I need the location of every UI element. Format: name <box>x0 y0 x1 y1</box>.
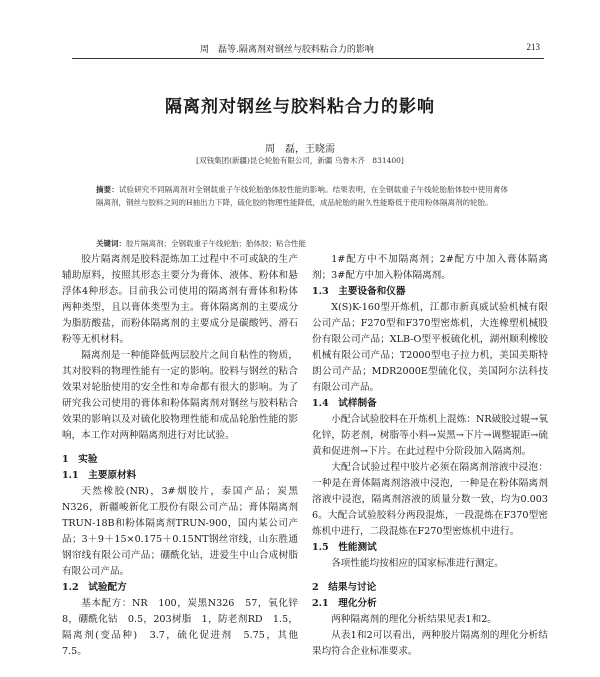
tests-paragraph: 各项性能均按相应的国家标准进行测定。 <box>331 558 504 569</box>
abstract <box>96 183 508 209</box>
abstract-text: 试验研究不同隔离剂对全钢载重子午线轮胎胎体胶性能的影响。结果表明，在全钢载重子午线轮胎胎体胶中使用膏体隔离剂，钢丝与胶料之间的H抽出力下降，硫化胶的物理性能降低，成品轮胎的耐久性能略低于使用粉体隔离剂的轮胎。 <box>96 185 509 207</box>
preparation-paragraph-2: 大配合试验过程中胶片必须在隔离剂溶液中浸泡：一种是在膏体隔离剂溶液中浸泡，一种是在粉体隔离剂溶液中浸泡，隔离剂溶液的质量分数一致，均为0.003 6。大配合试验胶料分两段混炼，一段混炼在F370型密炼机中进行，二段混炼在F270型密炼机中进行。 <box>312 462 548 537</box>
formula-continued: 1#配方中不加隔离剂；2#配方中加入膏体隔离剂；3#配方中加入粉体隔离剂。 <box>312 254 548 281</box>
authors: 周 磊，王晓需 <box>265 144 335 155</box>
intro-paragraph-1: 胶片隔离剂是胶料混炼加工过程中不可或缺的生产辅助原料，按照其形态主要分为膏体、液体、粉体和悬浮体4种形态。目前我公司使用的隔离剂有膏体和粉体两种类型，且以膏体类型为主。膏体隔离剂的主要成分为脂肪酸盐，而粉体隔离剂的主要成分是碳酸钙、滑石粉等无机材料。 <box>62 254 298 345</box>
right-column <box>312 252 548 660</box>
left-column <box>62 252 308 660</box>
keywords-text: 胶片隔离剂；全钢载重子午线轮胎；胎体胶；粘合性能 <box>126 239 306 248</box>
materials-paragraph: 天然橡胶(NR)，3#烟胶片，泰国产品；炭黑N326，新疆峻新化工股份有限公司产品；膏体隔离剂TRUN-18B和粉体隔离剂TRUN-900，国内某公司产品；3＋9＋15×0.175＋0.15NT钢丝帘线，山东胜通钢帘线有限公司产品；硼酰化钴，进爱生中山合成树脂有限公司产品。 <box>62 486 298 577</box>
keywords <box>96 238 508 249</box>
section-heading-1-3: 1.3 主要设备和仪器 <box>312 286 406 297</box>
formula-paragraph: 基本配方：NR 100，炭黑N326 57，氧化锌8，硼酰化钴 0.5，203树脂 1，防老剂RD 1.5，隔离剂(变品种) 3.7，硫化促进剂 5.75，其他 7.5。 <box>62 598 308 657</box>
section-heading-1-2: 1.2 试验配方 <box>62 582 127 593</box>
section-heading-2: 2 结果与讨论 <box>312 582 377 593</box>
page-number: 213 <box>526 42 540 52</box>
equipment-paragraph: X(S)K-160型开炼机，江都市新真威试验机械有限公司产品；F270型和F370型密炼机，大连橡塑机械股份有限公司产品；XLB-O型平板硫化机，湖州顺利橡胶机械有限公司产品；T2000型电子拉力机，美国美斯特朗公司产品；MDR2000E型硫化仪，美国阿尔法科技有限公司产品。 <box>312 302 548 393</box>
running-header <box>72 40 544 59</box>
preparation-paragraph-1: 小配合试验胶料在开炼机上混炼：NR破胶过辊→氧化锌，防老剂，树脂等小料→炭黑→下片→调整辊距→硫黄和促进剂→下片。在此过程中分阶段加入隔离剂。 <box>312 414 548 457</box>
analysis-paragraph-1: 两种隔离剂的理化分析结果见表1和2。 <box>331 614 497 625</box>
paper-title: 隔离剂对钢丝与胶料粘合力的影响 <box>165 97 435 117</box>
affiliation: [双钱集团(新疆)昆仑轮胎有限公司，新疆 乌鲁木齐 831400] <box>196 156 404 165</box>
keywords-label: 关键词： <box>96 239 126 248</box>
intro-paragraph-2: 隔离剂是一种能降低两层胶片之间自粘性的物质，其对胶料的物理性能有一定的影响。胶料与钢丝的粘合效果对轮胎使用的安全性和寿命都有很大的影响。为了研究我公司使用的膏体和粉体隔离剂对钢丝与胶料粘合效果的影响以及对硫化胶物理性能和成品轮胎性能的影响，本工作对两种隔离剂进行对比试验。 <box>62 350 298 441</box>
section-heading-2-1: 2.1 理化分析 <box>312 598 377 609</box>
section-heading-1-1: 1.1 主要原材料 <box>62 470 137 481</box>
section-heading-1-4: 1.4 试样制备 <box>312 398 377 409</box>
section-heading-1: 1 实验 <box>62 454 98 465</box>
abstract-label: 摘要： <box>96 185 119 194</box>
running-title: 周 磊等.隔离剂对钢丝与胶料粘合力的影响 <box>200 45 374 55</box>
analysis-paragraph-2: 从表1和2可以看出，两种胶片隔离剂的理化分析结果均符合企业标准要求。 <box>312 630 548 657</box>
section-heading-1-5: 1.5 性能测试 <box>312 542 377 553</box>
